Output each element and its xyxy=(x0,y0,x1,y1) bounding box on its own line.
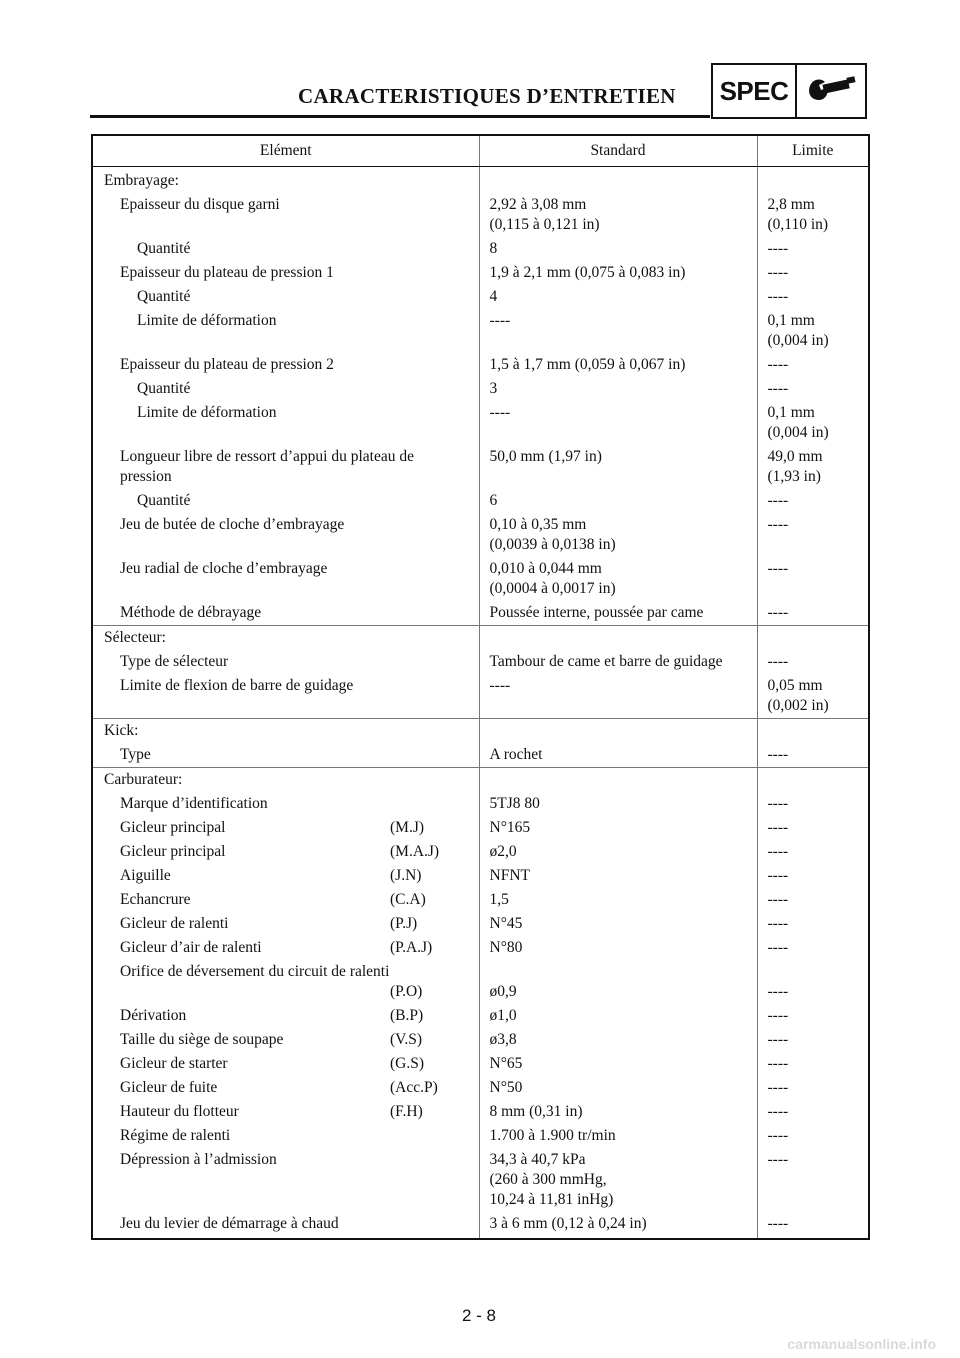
cell-limite xyxy=(757,626,869,651)
element-label: Dépression à l’admission xyxy=(120,1151,277,1168)
title-underline xyxy=(90,115,710,118)
element-label: Limite de déformation xyxy=(137,404,277,421)
cell-element xyxy=(92,285,479,309)
cell-element xyxy=(92,261,479,285)
table-row xyxy=(92,237,869,261)
cell-element xyxy=(92,792,479,816)
table-row xyxy=(92,1004,869,1028)
cell-limite: ---- xyxy=(767,516,789,533)
spec-badge xyxy=(711,63,867,119)
col-header-standard: Standard xyxy=(479,135,757,167)
cell-element xyxy=(92,309,479,353)
cell-element xyxy=(92,1076,479,1100)
cell-standard: ---- xyxy=(479,309,757,353)
table-row xyxy=(92,650,869,674)
cell-standard: 0,010 à 0,044 mm (0,0004 à 0,0017 in) xyxy=(479,557,757,601)
cell-element xyxy=(92,674,479,719)
cell-standard: 3 à 6 mm (0,12 à 0,24 in) xyxy=(479,1212,757,1239)
table-row xyxy=(92,792,869,816)
abbrev-tag: (G.S) xyxy=(390,1055,425,1072)
cell-element xyxy=(92,912,479,936)
cell-standard: N°45 xyxy=(479,912,757,936)
cell-standard: ø3,8 xyxy=(479,1028,757,1052)
element-label: Gicleur d’air de ralenti xyxy=(120,939,262,956)
cell-limite: ---- xyxy=(767,795,789,812)
table-row xyxy=(92,816,869,840)
section-row xyxy=(92,719,869,744)
cell-limite: ---- xyxy=(767,1103,789,1120)
section-row xyxy=(92,167,869,194)
cell-element xyxy=(92,557,479,601)
cell-standard: 1,5 xyxy=(479,888,757,912)
cell-element xyxy=(92,1004,479,1028)
cell-element xyxy=(92,167,479,194)
table-row xyxy=(92,513,869,557)
table-header-row xyxy=(92,135,869,167)
cell-limite xyxy=(757,719,869,744)
table-row xyxy=(92,285,869,309)
table-row xyxy=(92,601,869,626)
element-label: Limite de déformation xyxy=(137,312,277,329)
cell-element xyxy=(92,1028,479,1052)
col-header-limite: Limite xyxy=(757,135,869,167)
cell-limite: ---- xyxy=(767,891,789,908)
table-row xyxy=(92,1124,869,1148)
spec-label: SPEC xyxy=(713,65,797,117)
cell-limite: ---- xyxy=(757,601,869,626)
element-label: Type xyxy=(120,746,151,763)
section-row xyxy=(92,768,869,793)
element-label: Méthode de débrayage xyxy=(120,604,262,621)
cell-limite: ---- xyxy=(767,356,789,373)
element-label: Taille du siège de soupape xyxy=(120,1031,284,1048)
table-row xyxy=(92,912,869,936)
cell-standard: 6 xyxy=(479,489,757,513)
table-row xyxy=(92,445,869,489)
cell-element xyxy=(92,960,479,1004)
table-row xyxy=(92,309,869,353)
cell-limite: 49,0 mm (1,93 in) xyxy=(767,448,823,485)
cell-element xyxy=(92,719,479,744)
element-label: Hauteur du flotteur xyxy=(120,1103,239,1120)
cell-element xyxy=(92,650,479,674)
element-label: Gicleur principal xyxy=(120,819,226,836)
section-row xyxy=(92,626,869,651)
cell-element xyxy=(92,193,479,237)
cell-limite: 0,1 mm (0,004 in) xyxy=(767,404,829,441)
cell-element xyxy=(92,888,479,912)
cell-standard: N°50 xyxy=(479,1076,757,1100)
cell-limite: ---- xyxy=(767,867,789,884)
table-row xyxy=(92,557,869,601)
cell-standard: N°165 xyxy=(479,816,757,840)
cell-limite: ---- xyxy=(767,264,789,281)
spec-table xyxy=(91,134,870,1240)
element-label: Carburateur: xyxy=(104,771,183,788)
table-row xyxy=(92,261,869,285)
cell-standard xyxy=(479,626,757,651)
table-row xyxy=(92,1212,869,1239)
cell-limite: ---- xyxy=(767,653,789,670)
table-row xyxy=(92,489,869,513)
table-row xyxy=(92,1028,869,1052)
cell-element xyxy=(92,1052,479,1076)
cell-limite: ---- xyxy=(767,939,789,956)
cell-limite: ---- xyxy=(767,1079,789,1096)
cell-element xyxy=(92,743,479,768)
element-label: Quantité xyxy=(137,380,191,397)
wrench-icon xyxy=(797,65,865,117)
abbrev-tag: (B.P) xyxy=(390,1007,424,1024)
element-label: Gicleur principal xyxy=(120,843,226,860)
cell-element xyxy=(92,936,479,960)
cell-element xyxy=(92,1124,479,1148)
abbrev-tag: (P.J) xyxy=(390,915,418,932)
cell-limite: ---- xyxy=(767,288,789,305)
cell-limite: ---- xyxy=(767,1127,789,1144)
table-row xyxy=(92,1052,869,1076)
cell-limite: 2,8 mm (0,110 in) xyxy=(767,196,829,233)
element-label: Jeu radial de cloche d’embrayage xyxy=(120,560,328,577)
table-row xyxy=(92,377,869,401)
cell-limite: ---- xyxy=(767,380,789,397)
cell-element xyxy=(92,626,479,651)
cell-element xyxy=(92,1212,479,1239)
cell-element xyxy=(92,237,479,261)
cell-limite: ---- xyxy=(757,743,869,768)
element-label: Dérivation xyxy=(120,1007,187,1024)
table-row xyxy=(92,864,869,888)
cell-standard: 2,92 à 3,08 mm (0,115 à 0,121 in) xyxy=(479,193,757,237)
table-row xyxy=(92,401,869,445)
cell-limite xyxy=(757,768,869,793)
cell-standard: ø0,9 xyxy=(479,960,757,1004)
element-label: Gicleur de starter xyxy=(120,1055,228,1072)
cell-standard xyxy=(479,167,757,194)
cell-standard xyxy=(479,768,757,793)
cell-standard xyxy=(479,719,757,744)
element-label: Jeu de butée de cloche d’embrayage xyxy=(120,516,345,533)
cell-standard: 34,3 à 40,7 kPa (260 à 300 mmHg, 10,24 à 11,81 inHg) xyxy=(479,1148,757,1212)
cell-element xyxy=(92,353,479,377)
cell-limite: ---- xyxy=(767,560,789,577)
abbrev-tag: (Acc.P) xyxy=(390,1079,438,1096)
cell-standard: 3 xyxy=(479,377,757,401)
cell-standard: 1,9 à 2,1 mm (0,075 à 0,083 in) xyxy=(479,261,757,285)
cell-element xyxy=(92,445,479,489)
cell-limite: 0,05 mm (0,002 in) xyxy=(757,674,869,719)
cell-element xyxy=(92,489,479,513)
element-label: Gicleur de ralenti xyxy=(120,915,229,932)
table-body xyxy=(92,167,869,1240)
cell-limite: ---- xyxy=(767,819,789,836)
element-label: Epaisseur du plateau de pression 2 xyxy=(120,356,334,373)
element-label: Régime de ralenti xyxy=(120,1127,231,1144)
cell-element xyxy=(92,1100,479,1124)
cell-standard: Poussée interne, poussée par came xyxy=(479,601,757,626)
table-row xyxy=(92,1100,869,1124)
element-label: Longueur libre de ressort d’appui du plateau de pression xyxy=(120,448,414,485)
cell-standard: ø2,0 xyxy=(479,840,757,864)
cell-standard: NFNT xyxy=(479,864,757,888)
cell-standard: ø1,0 xyxy=(479,1004,757,1028)
cell-element xyxy=(92,1148,479,1212)
cell-standard: ---- xyxy=(479,674,757,719)
element-label: Limite de flexion de barre de guidage xyxy=(120,677,354,694)
cell-element xyxy=(92,840,479,864)
abbrev-tag: (V.S) xyxy=(390,1031,423,1048)
table-row xyxy=(92,1076,869,1100)
page-title: CARACTERISTIQUES D’ENTRETIEN xyxy=(298,84,676,108)
element-label: Echancrure xyxy=(120,891,191,908)
cell-limite xyxy=(757,167,869,194)
cell-standard: Tambour de came et barre de guidage xyxy=(479,650,757,674)
table-row xyxy=(92,743,869,768)
element-label: Embrayage: xyxy=(104,172,179,189)
element-label: Type de sélecteur xyxy=(120,653,229,670)
element-label: Marque d’identification xyxy=(120,795,268,812)
cell-limite: ---- xyxy=(767,240,789,257)
cell-standard: ---- xyxy=(479,401,757,445)
table-row xyxy=(92,960,869,1004)
cell-element xyxy=(92,816,479,840)
cell-element xyxy=(92,864,479,888)
cell-limite: ---- xyxy=(767,1007,789,1024)
element-label: Quantité xyxy=(137,240,191,257)
cell-element xyxy=(92,513,479,557)
abbrev-tag: (P.A.J) xyxy=(390,939,433,956)
cell-limite: ---- xyxy=(767,843,789,860)
cell-standard: 50,0 mm (1,97 in) xyxy=(479,445,757,489)
cell-limite: ---- xyxy=(767,1151,789,1168)
table-row xyxy=(92,888,869,912)
cell-standard: 1.700 à 1.900 tr/min xyxy=(479,1124,757,1148)
element-label: Epaisseur du plateau de pression 1 xyxy=(120,264,334,281)
cell-element xyxy=(92,377,479,401)
cell-standard: N°80 xyxy=(479,936,757,960)
cell-element xyxy=(92,401,479,445)
cell-standard: N°65 xyxy=(479,1052,757,1076)
cell-limite: ---- xyxy=(767,915,789,932)
cell-standard: A rochet xyxy=(479,743,757,768)
table-row xyxy=(92,674,869,719)
table-row xyxy=(92,936,869,960)
cell-limite: ---- xyxy=(767,983,789,1000)
table-row xyxy=(92,353,869,377)
element-label: Quantité xyxy=(137,492,191,509)
abbrev-tag: (F.H) xyxy=(390,1103,423,1120)
abbrev-tag: (C.A) xyxy=(390,891,426,908)
abbrev-tag: (M.J) xyxy=(390,819,425,836)
cell-limite: ---- xyxy=(767,492,789,509)
element-label: Gicleur de fuite xyxy=(120,1079,218,1096)
cell-limite: 0,1 mm (0,004 in) xyxy=(767,312,829,349)
col-header-element: Elément xyxy=(92,135,479,167)
cell-standard: 0,10 à 0,35 mm (0,0039 à 0,0138 in) xyxy=(479,513,757,557)
cell-standard: 1,5 à 1,7 mm (0,059 à 0,067 in) xyxy=(479,353,757,377)
element-label: Sélecteur: xyxy=(104,629,166,646)
cell-limite: ---- xyxy=(767,1215,789,1232)
abbrev-tag: (P.O) xyxy=(390,983,423,1000)
cell-limite: ---- xyxy=(767,1055,789,1072)
table-row xyxy=(92,840,869,864)
element-label: Kick: xyxy=(104,722,139,739)
table-row xyxy=(92,193,869,237)
element-label: Aiguille xyxy=(120,867,171,884)
element-label: Epaisseur du disque garni xyxy=(120,196,280,213)
abbrev-tag: (M.A.J) xyxy=(390,843,440,860)
cell-standard: 8 xyxy=(479,237,757,261)
element-label: Quantité xyxy=(137,288,191,305)
cell-limite: ---- xyxy=(767,1031,789,1048)
element-label: Orifice de déversement du circuit de ralenti xyxy=(120,963,390,980)
cell-standard: 4 xyxy=(479,285,757,309)
watermark: carmanualsonline.info xyxy=(787,1336,936,1352)
cell-element xyxy=(92,768,479,793)
cell-standard: 5TJ8 80 xyxy=(479,792,757,816)
abbrev-tag: (J.N) xyxy=(390,867,422,884)
element-label: Jeu du levier de démarrage à chaud xyxy=(120,1215,339,1232)
table-row xyxy=(92,1148,869,1212)
cell-standard: 8 mm (0,31 in) xyxy=(479,1100,757,1124)
cell-element xyxy=(92,601,479,626)
page-number: 2 - 8 xyxy=(462,1306,497,1325)
